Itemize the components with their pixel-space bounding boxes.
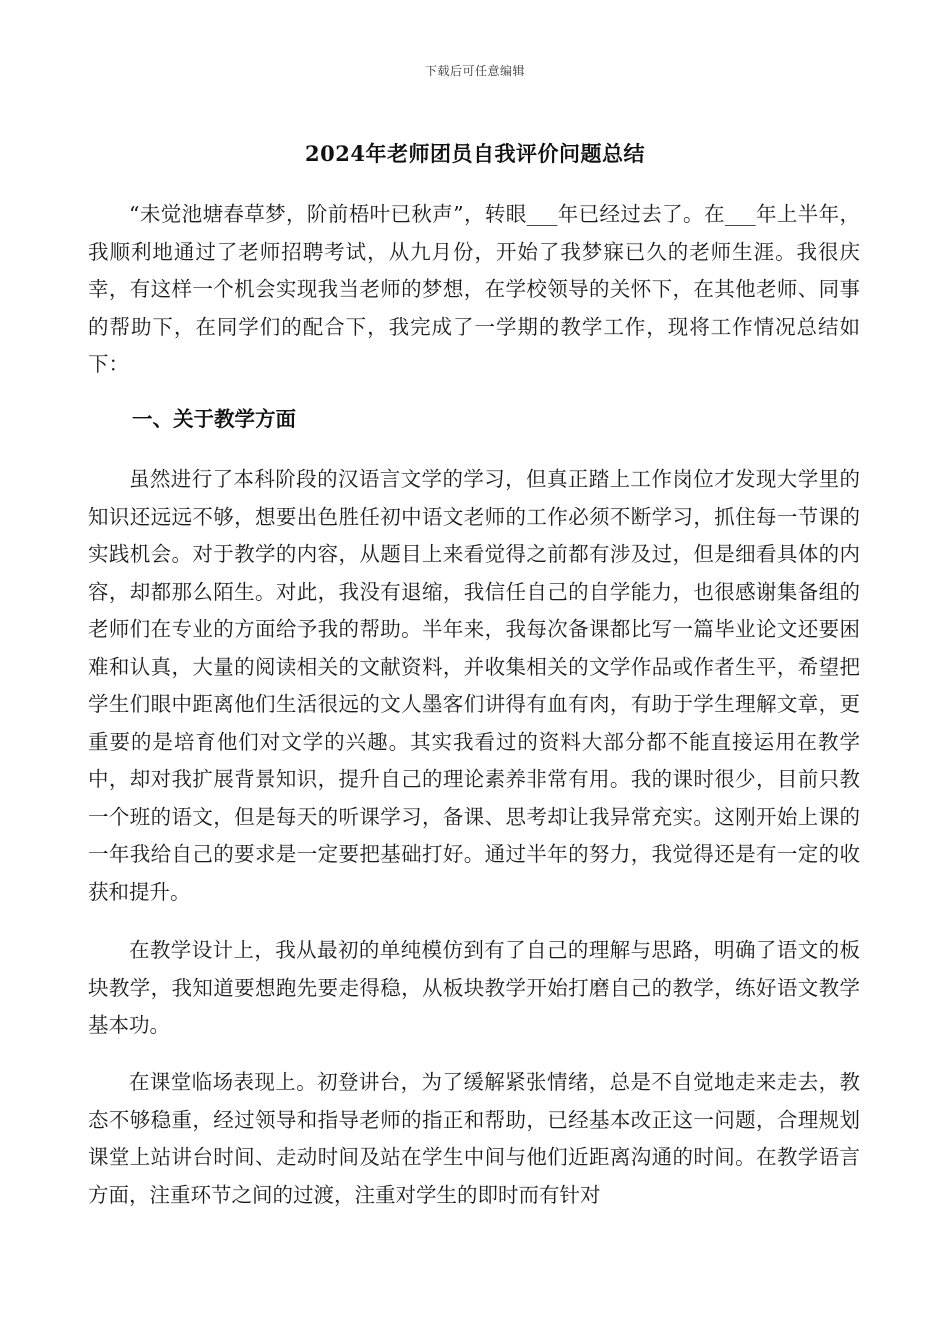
document-title: 2024年老师团员自我评价问题总结 <box>305 141 645 166</box>
teaching-paragraph: 虽然进行了本科阶段的汉语言文学的学习，但真正踏上工作岗位才发现大学里的知识还远远不够，想要出色胜任初中语文老师的工作必须不断学习，抓住每一节课的实践机会。对于教学的内容，从题目上来看觉得之前都有涉及过，但是细看具体的内容，却都那么陌生。对此，我没有退缩，我信任自己的自学能力，也很感谢集备组的老师们在专业的方面给予我的帮助。半年来，我每次备课都比写一篇毕业论文还要困难和认真，大量的阅读相关的文献资料，并收集相关的文学作品或作者生平，希望把学生们眼中距离他们生活很远的文人墨客们讲得有血有肉，有助于学生理解文章，更重要的是培育他们对文学的兴趣。其实我看过的资料大部分都不能直接运用在教学中，却对我扩展背景知识，提升自己的理论素养非常有用。我的课时很少，目前只教一个班的语文，但是每天的听课学习，备课、思考却让我异常充实。这刚开始上课的一年我给自己的要求是一定要把基础打好。通过半年的努力，我觉得还是有一定的收获和提升。 <box>88 467 860 904</box>
design-paragraph: 在教学设计上，我从最初的单纯模仿到有了自己的理解与思路，明确了语文的板块教学，我知道要想跑先要走得稳，从板块教学开始打磨自己的教学，练好语文教学基本功。 <box>88 938 860 1037</box>
section-heading-teaching: 一、关于教学方面 <box>132 407 296 431</box>
classroom-paragraph: 在课堂临场表现上。初登讲台，为了缓解紧张情绪，总是不自觉地走来走去，教态不够稳重，经过领导和指导老师的指正和帮助，已经基本改正这一问题，合理规划课堂上站讲台时间、走动时间及站在学生中间与他们近距离沟通的时间。在教学语言方面，注重环节之间的过渡，注重对学生的即时而有针对 <box>88 1070 860 1207</box>
intro-paragraph: “未觉池塘春草梦，阶前梧叶已秋声”，转眼___年已经过去了。在___年上半年，我顺利地通过了老师招聘考试，从九月份，开始了我梦寐已久的老师生涯。我很庆幸，有这样一个机会实现我当老师的梦想，在学校领导的关怀下，在其他老师、同事的帮助下，在同学们的配合下，我完成了一学期的教学工作，现将工作情况总结如下： <box>88 202 860 376</box>
header-note: 下载后可任意编辑 <box>424 64 525 78</box>
